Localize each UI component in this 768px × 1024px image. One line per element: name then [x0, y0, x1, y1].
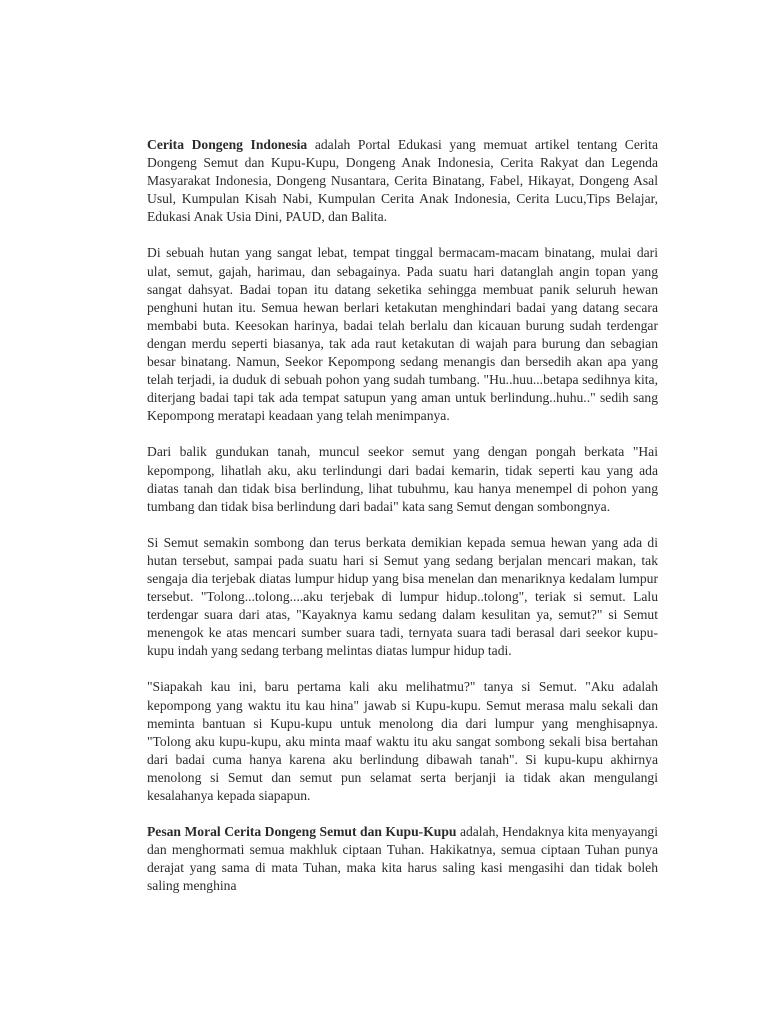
moral-paragraph	[147, 823, 658, 895]
intro-title: Cerita Dongeng Indonesia	[147, 137, 308, 152]
moral-title: Pesan Moral Cerita Dongeng Semut dan Kupu-Kupu	[147, 824, 457, 840]
story-paragraph-2: Dari balik gundukan tanah, muncul seekor semut yang dengan pongah berkata "Hai kepompong, lihatlah aku, aku terlindungi dari badai kemarin, tidak seperti kau yang ada diatas tanah dan tidak bisa berlindung, lihat tubuhmu, kau hanya menempel di pohon yang tumbang dan tidak bisa berlindung dari badai" kata sang Semut dengan sombongnya.	[147, 444, 658, 514]
document-body	[147, 136, 658, 895]
story-paragraph-1: Di sebuah hutan yang sangat lebat, tempat tinggal bermacam-macam binatang, mulai dari ulat, semut, gajah, harimau, dan sebagainya. Pada suatu hari datanglah angin topan yang sangat dahsyat. Badai topan itu datang seketika sehingga membuat panik seluruh hewan penghuni hutan itu. Semua hewan berlari ketakutan menghindari badai yang datang secara membabi buta. Keesokan harinya, badai telah berlalu dan kicauan burung sudah terdengar dengan merdu seperti biasanya, tak ada raut ketakutan di wajah para burung dan sebagian besar binatang. Namun, Seekor Kepompong sedang menangis dan bersedih akan apa yang telah terjadi, ia duduk di sebuah pohon yang sudah tumbang. "Hu..huu...betapa sedihnya kita, diterjang badai tapi tak ada tempat satupun yang aman untuk berlindung..huhu.." sedih sang Kepompong meratapi keadaan yang telah menimpanya.	[147, 245, 658, 424]
intro-text: adalah Portal Edukasi yang memuat artikel tentang Cerita Dongeng Semut dan Kupu-Kupu, Dongeng Anak Indonesia, Cerita Rakyat dan Legenda Masyarakat Indonesia, Dongeng Nusantara, Cerita Binatang, Fabel, Hikayat, Dongeng Asal Usul, Kumpulan Kisah Nabi, Kumpulan Cerita Anak Indonesia, Cerita Lucu,Tips Belajar, Edukasi Anak Usia Dini, PAUD, dan Balita.	[147, 137, 658, 225]
moral-text: adalah, Hendaknya kita menyayangi dan menghormati semua makhluk ciptaan Tuhan. Hakikatnya, semua ciptaan Tuhan punya derajat yang sama di mata Tuhan, maka kita harus saling kasi mengasihi dan tidak boleh saling menghina	[147, 824, 658, 894]
intro-paragraph	[147, 136, 658, 226]
story-paragraph-4: "Siapakah kau ini, baru pertama kali aku melihatmu?" tanya si Semut. "Aku adalah kepompong yang waktu itu kau hina" jawab si Kupu-kupu. Semut merasa malu sekali dan meminta bantuan si Kupu-kupu untuk menolong dia dari lumpur yang menghisapnya. "Tolong aku kupu-kupu, aku minta maaf waktu itu aku sangat sombong sekali bisa bertahan dari badai cuma hanya karena aku berlindung dibawah tanah". Si kupu-kupu akhirnya menolong si Semut dan semut pun selamat serta berjanji ia tidak akan mengulangi kesalahanya kepada siapapun.	[147, 679, 658, 803]
story-paragraph-3: Si Semut semakin sombong dan terus berkata demikian kepada semua hewan yang ada di hutan tersebut, sampai pada suatu hari si Semut yang sedang berjalan mencari makan, tak sengaja dia terjebak diatas lumpur hidup yang bisa menelan dan menariknya kedalam lumpur tersebut. "Tolong...tolong....aku terjebak di lumpur hidup..tolong", teriak si semut. Lalu terdengar suara dari atas, "Kayaknya kamu sedang dalam kesulitan ya, semut?" si Semut menengok ke atas mencari sumber suara tadi, ternyata suara tadi berasal dari seekor kupu-kupu indah yang sedang terbang melintas diatas lumpur hidup tadi.	[147, 534, 658, 659]
